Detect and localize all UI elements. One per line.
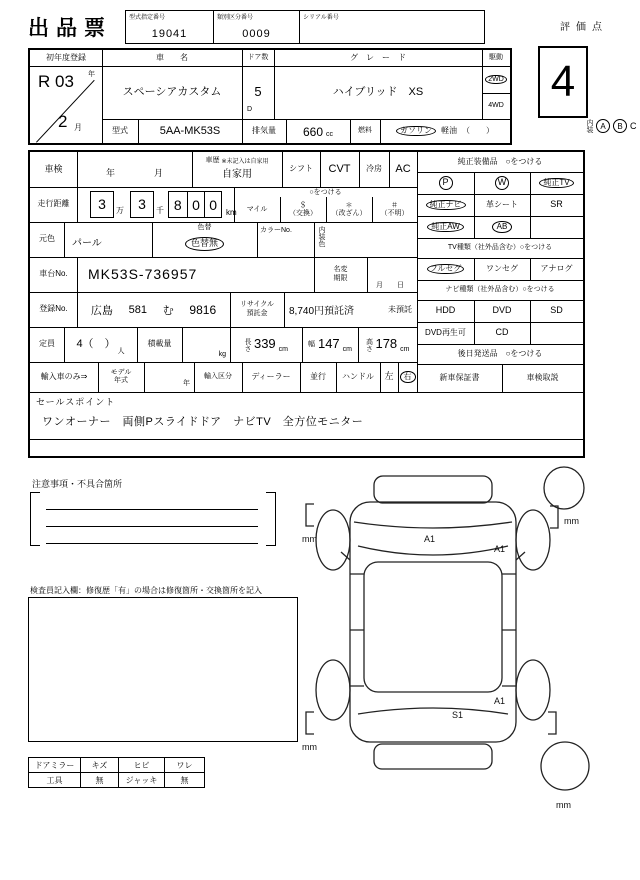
measure-bracket-bottom-right [548, 712, 556, 734]
first-reg-month: 2 [58, 112, 68, 131]
mileage-digit: 0 [204, 192, 221, 217]
header-code-table [125, 10, 485, 44]
cooling-label: 冷房 [366, 164, 382, 174]
new-car-warranty: 新車保証書 [439, 372, 480, 382]
navi-type-header: ナビ種類（社外品含む）○をつける [445, 286, 555, 294]
navi-dvd: DVD [492, 305, 512, 316]
caution-label: 注意事項・不具合箇所 [32, 479, 123, 489]
handle-left: 左 [384, 371, 394, 382]
wheel-front-right [516, 510, 550, 570]
damage-cell-crack: ヒビ [119, 758, 165, 773]
capacity-cell [64, 327, 137, 362]
first-reg-month-unit: 月 [74, 123, 82, 132]
import-only-label: 輸入車のみ⇒ [40, 371, 88, 381]
mileage-unit: km [226, 208, 237, 217]
first-reg-year: R 03 [38, 72, 74, 91]
car-name-header: 車 名 [156, 52, 188, 62]
chassis-no-value: MK53S-736957 [88, 266, 198, 282]
mileage-digit: 0 [187, 192, 205, 217]
cooling-value: AC [395, 163, 411, 176]
front-bumper [374, 476, 492, 503]
first-reg-year-unit: 年 [88, 71, 95, 78]
rename-label-1: 名変 [333, 266, 348, 274]
equip-aw-cell [417, 216, 474, 238]
capacity-value: 4（ ） [76, 338, 116, 351]
first-reg-header: 初年度登録 [46, 52, 86, 62]
mileage-label: 走行距離 [37, 199, 70, 209]
caution-writing-line [46, 509, 258, 510]
dvd-playable: DVD再生可 [425, 327, 466, 337]
power-steering-circled: P [439, 176, 453, 190]
shaken-month-unit: 月 [154, 168, 164, 178]
measure-bracket-bottom-left [306, 712, 314, 734]
recycle-deposit-label [230, 292, 284, 327]
load-kg-unit: kg [218, 351, 226, 358]
inspector-writing-box [28, 597, 298, 742]
mileage-opt-exchange [280, 198, 326, 222]
damage-cell-jack: ジャッキ [119, 773, 165, 788]
load-label: 積載量 [147, 339, 172, 349]
mm-label: mm [556, 800, 571, 810]
class-code-cell [214, 11, 300, 43]
displacement-value: 660 [302, 124, 324, 139]
equip-navi-cell [417, 194, 474, 216]
mileage-opt-mile: マイル [246, 206, 268, 214]
displacement-unit: cc [326, 131, 334, 139]
caution-writing-line [46, 526, 258, 527]
equipment-header: 純正装備品 ○をつける [457, 156, 543, 166]
wheel-rear-left [316, 660, 350, 720]
damage-cell-doormirror: ドアミラー [29, 758, 81, 773]
equip-tv-cell [530, 172, 583, 194]
genuine-tv-circled: 純正TV [539, 178, 573, 189]
damage-mark-s1-rear: S1 [452, 710, 464, 720]
vehicle-info-table [28, 48, 512, 145]
fuel-diesel: 軽油 [441, 125, 457, 135]
class-code-label: 類別区分番号 [217, 15, 254, 21]
damage-cell-tools: 工具 [29, 773, 81, 788]
score-label: 評価点 [560, 22, 608, 33]
alloy-wheels-circled: 純正AW [427, 222, 464, 233]
detail-circle-top [544, 467, 584, 509]
sales-point-label: セールスポイント [36, 397, 116, 407]
damage-cell-scratch: キズ [81, 758, 119, 773]
measure-bracket-top-left [306, 504, 314, 526]
mileage-sen-unit: 千 [156, 206, 164, 215]
damage-cell-none2: 無 [165, 773, 205, 788]
sales-point-text: ワンオーナー 両側Pスライドドア ナビTV 全方位モニター [42, 416, 364, 428]
mileage-digit: 8 [173, 196, 182, 213]
door-pillar-lines [350, 574, 516, 686]
mileage-circle-note: ○をつける [309, 189, 342, 197]
serial-cell [300, 11, 484, 43]
displacement-cell [286, 119, 350, 143]
fuel-cell [380, 119, 510, 143]
shaken-year-unit: 年 [106, 168, 116, 178]
car-name-value: スペーシアカスタム [122, 86, 222, 99]
length-value: 339 [253, 336, 276, 352]
model-designation-value: 19041 [151, 28, 188, 40]
length-label: 長さ [243, 337, 251, 352]
fuel-gasoline-circled: ガソリン [396, 126, 436, 137]
fuel-other: （ ） [462, 125, 494, 135]
base-color-value: パール [72, 238, 102, 249]
mileage-opt-tampered [326, 198, 372, 222]
recycle-no-deposit: 未預託 [388, 305, 412, 314]
damage-cell-break: ワレ [165, 758, 205, 773]
doors-value: 5 [254, 84, 262, 100]
import-class-label: 輸入区分 [204, 373, 232, 381]
rear-window-line [358, 708, 508, 714]
power-window-circled: W [495, 176, 509, 190]
rename-date: 月 日 [376, 282, 404, 289]
navi-hdd: HDD [435, 305, 456, 316]
fullseg-circled: フルセグ [427, 264, 465, 275]
shift-label: シフト [289, 164, 313, 174]
opt-text: （不明） [380, 210, 409, 217]
registration-no-value [77, 292, 230, 327]
opt-symbol: ＊ [345, 201, 353, 209]
sunroof: SR [550, 199, 563, 210]
handle-right-circled: 右 [400, 371, 416, 384]
hood-line [354, 522, 512, 528]
caution-bracket-right [266, 492, 276, 546]
reg-class: 581 [128, 303, 147, 316]
drive-2wd-circled: 2WD [485, 75, 507, 85]
genuine-navi-circled: 純正ナビ [426, 200, 466, 211]
handle-right-cell [398, 362, 417, 392]
later-shipment-header: 後日発送品 ○をつける [457, 348, 543, 358]
history-label: 車歴 [205, 157, 220, 164]
height-value: 178 [375, 336, 398, 352]
wheel-front-left [316, 510, 350, 570]
reg-kana: む [162, 304, 174, 317]
mileage-opt-unknown [372, 198, 417, 222]
analog: アナログ [540, 263, 573, 273]
color-change-label: 色替 [197, 224, 212, 232]
model-label: 型式 [112, 125, 128, 135]
dimension-width [302, 327, 358, 362]
model-year-label-1: モデル [110, 368, 132, 376]
leather-seat: 革シート [486, 199, 518, 209]
height-label: 高さ [365, 337, 373, 352]
shaken-label: 車検 [44, 163, 63, 174]
length-unit: cm [278, 346, 289, 354]
mileage-hundreds-box [168, 191, 222, 218]
mileage-sen-digit: 3 [130, 191, 154, 218]
cd: CD [495, 327, 509, 338]
grade-header: グ レ ー ド [350, 52, 406, 62]
displacement-label: 排気量 [252, 125, 276, 135]
drive-4wd: 4WD [488, 102, 504, 110]
opt-symbol: ＃ [391, 201, 398, 209]
width-value: 147 [317, 336, 340, 352]
drive-2wd-cell [482, 66, 510, 93]
reg-number: 9816 [189, 302, 217, 317]
color-no-label: カラーNo. [260, 227, 292, 234]
equip-ab-cell [474, 216, 530, 238]
navi-sd: SD [550, 305, 563, 316]
windshield-line [358, 546, 508, 555]
mm-label: mm [302, 742, 317, 752]
interior-grade-b: B [613, 119, 627, 133]
interior-grade-c: C [630, 121, 637, 131]
recycle-deposit-value: 8,740円預託済 [289, 306, 355, 317]
recycle-label-1: リサイクル [239, 301, 275, 309]
detail-circle-bottom [541, 742, 589, 790]
chassis-no-label: 車台No. [39, 269, 68, 279]
car-diagram-svg [292, 462, 632, 872]
equip-pw-cell [474, 172, 530, 194]
model-designation-cell [126, 11, 214, 43]
fuel-label: 燃料 [358, 127, 372, 135]
width-unit: cm [342, 346, 353, 354]
import-parallel: 並行 [310, 371, 326, 381]
width-label: 幅 [307, 340, 315, 348]
damage-mark-a1-side-rear: A1 [494, 696, 506, 706]
rear-bumper [374, 744, 492, 769]
handle-label: ハンドル [342, 371, 374, 381]
damage-mark-a1-side-front: A1 [494, 544, 506, 554]
airbag-circled: AB [492, 221, 513, 234]
recycle-deposit-cell [284, 292, 417, 327]
shift-value: CVT [328, 163, 351, 176]
interior-grade-label: 内装 [586, 119, 593, 133]
drive-header: 駆動 [489, 54, 503, 62]
serial-label: シリアル番号 [303, 15, 339, 21]
wheel-rear-right [516, 660, 550, 720]
damage-cell-none1: 無 [81, 773, 119, 788]
equip-ps-cell [417, 172, 474, 194]
doors-d: D [247, 106, 253, 113]
tool-damage-table [28, 757, 205, 788]
class-code-value: 0009 [242, 28, 271, 40]
opt-text: （交換） [289, 210, 317, 217]
oneseg: ワンセグ [486, 263, 518, 273]
reg-area: 広島 [90, 304, 113, 317]
details-table [28, 150, 585, 458]
interior-grade-a: A [596, 119, 610, 133]
history-note: ※未記入は自家用 [221, 158, 269, 165]
capacity-unit: 人 [117, 348, 125, 356]
interior-color-label: 内装色 [318, 226, 325, 247]
import-dealer: ディーラー [251, 371, 291, 381]
score-value: 4 [538, 46, 588, 118]
grade-value: ハイブリッド XS [332, 86, 424, 99]
model-year-unit: 年 [183, 380, 190, 387]
dimension-height [358, 327, 417, 362]
history-value: 自家用 [222, 168, 252, 180]
cabin-outline [364, 562, 502, 692]
registration-no-label: 登録No. [39, 304, 68, 314]
caution-writing-line [46, 543, 258, 544]
height-unit: cm [400, 346, 410, 354]
mileage-man-digit: 3 [90, 191, 114, 218]
doors-header: ドア数 [247, 54, 269, 62]
recycle-label-2: 預託金 [246, 309, 268, 317]
mm-label: mm [564, 516, 579, 526]
inspection-manual: 車検取説 [526, 372, 559, 382]
model-designation-label: 型式指定番号 [129, 15, 166, 21]
model-value: 5AA-MK53S [159, 124, 221, 137]
damage-mark-a1-front: A1 [424, 534, 436, 544]
sheet-title: 出品票 [28, 17, 112, 40]
fullseg-cell [417, 258, 474, 280]
mileage-man-unit: 万 [116, 206, 124, 215]
rename-deadline-label [314, 257, 367, 292]
base-color-label: 元色 [39, 234, 55, 244]
rename-label-2: 期限 [333, 274, 348, 282]
mm-label: mm [302, 534, 317, 544]
dimension-length [230, 327, 302, 362]
model-year-label [98, 362, 144, 392]
interior-grade [586, 119, 637, 133]
tv-type-header: TV種類（社外品含む）○をつける [447, 244, 553, 252]
color-change-cell [152, 233, 257, 255]
opt-symbol: ＄ [299, 201, 307, 209]
opt-text: （改ざん） [331, 210, 367, 217]
measure-bracket-top-right [550, 506, 558, 528]
color-change-none-circled: 色替無 [185, 237, 224, 251]
capacity-label: 定員 [39, 339, 55, 349]
inspector-note: 検査員記入欄：修復歴「有」の場合は修復箇所・交換箇所を記入 [30, 586, 262, 595]
model-year-label-2: 年式 [114, 377, 128, 384]
caution-bracket-left [30, 492, 40, 546]
